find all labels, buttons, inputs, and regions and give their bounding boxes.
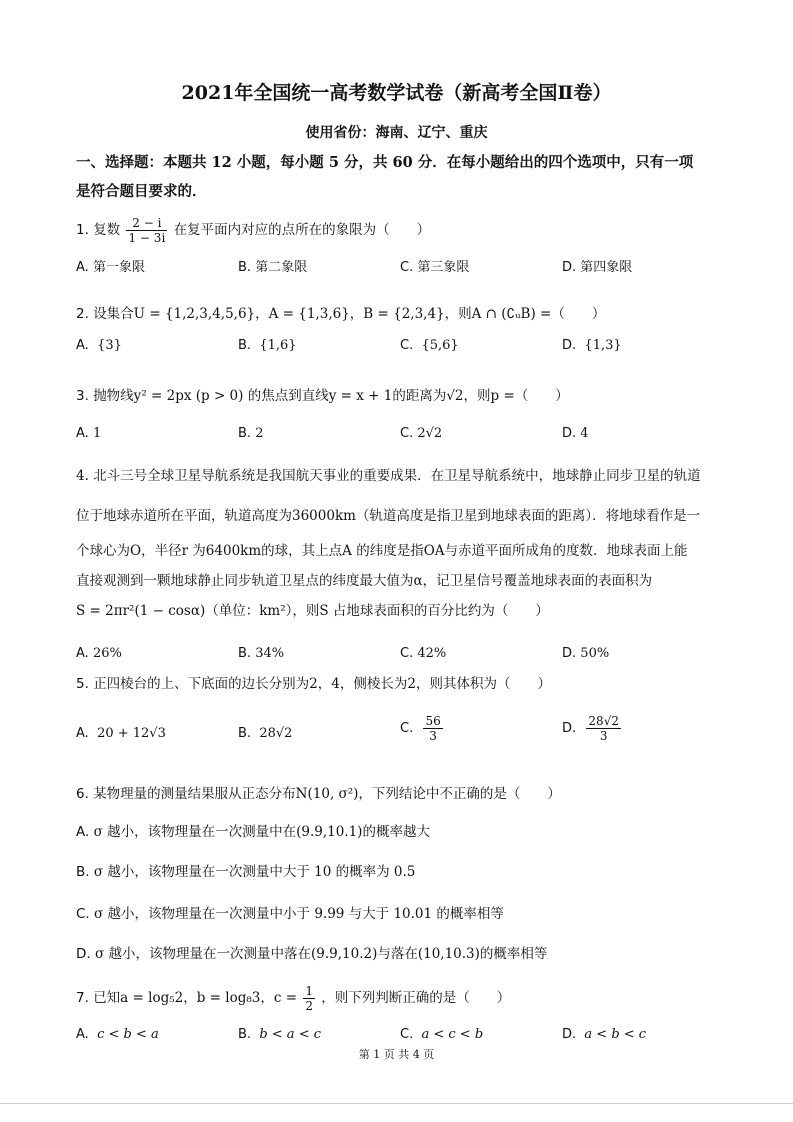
fraction-numerator: 1 [305, 984, 313, 998]
question-3 [76, 384, 569, 404]
option-b[interactable]: B. 28√2 [238, 726, 293, 741]
option-c[interactable]: C. 2√2 [400, 426, 443, 441]
question-4-line2: 位于地球赤道所在平面，轨道高度为36000km（轨道高度是指卫星到地球表面的距离）．将地球看作是一 [76, 508, 701, 524]
option-d[interactable]: D. $\frac{28√2}{3}$ [562, 714, 619, 743]
question-2 [76, 302, 605, 322]
option-c[interactable]: C. {5,6} [400, 338, 459, 353]
option-a[interactable]: A. c < b < a [76, 1027, 159, 1042]
option-a[interactable]: A. 26% [76, 646, 122, 661]
option-c[interactable]: C. a < c < b [400, 1027, 484, 1042]
option-b[interactable]: B. {1,6} [238, 338, 297, 353]
option-a[interactable]: A. 20 + 12√3 [76, 726, 166, 741]
option-d[interactable]: D. 第四象限 [562, 260, 633, 275]
option-d[interactable]: D. 4 [562, 426, 589, 441]
option-d[interactable]: D. {1,3} [562, 338, 622, 353]
option-fraction: $\frac{56}{3}$ [425, 714, 441, 743]
question-5-text: 正四棱台的上、下底面的边长分别为2，4，侧棱长为2，则其体积为（ ） [93, 676, 551, 692]
option-c[interactable]: C. 42% [400, 646, 447, 661]
fraction-numerator: 2 − i [126, 216, 167, 231]
question-4-line1: 北斗三号全球卫星导航系统是我国航天事业的重要成果．在卫星导航系统中，地球静止同步卫星的轨道 [93, 468, 701, 484]
option-b[interactable]: B. 第二象限 [238, 260, 308, 275]
question-4-line5: S = 2πr²(1 − cosα)（单位：km²），则S 占地球表面积的百分比约为（ ） [76, 603, 549, 619]
section-heading-line2: 是符合题目要求的． [76, 183, 207, 200]
question-1-pre: 复数 [93, 222, 121, 238]
option-c[interactable]: C. σ 越小，该物理量在一次测量中小于 9.99 与大于 10.01 的概率相等 [76, 906, 504, 922]
question-number: 7. [76, 990, 89, 1006]
option-d[interactable]: D. a < b < c [562, 1027, 647, 1042]
option-b[interactable]: B. σ 越小，该物理量在一次测量中大于 10 的概率为 0.5 [76, 864, 416, 880]
question-5-options [76, 714, 756, 758]
question-4-line3: 个球心为O，半径r 为6400km的球，其上点A 的纬度是指OA与赤道平面所成角的度数．地球表面上能 [76, 543, 688, 559]
exam-subtitle: 使用省份：海南、辽宁、重庆 [305, 125, 488, 141]
option-b[interactable]: B. b < a < c [238, 1027, 321, 1042]
section-heading-line1: 一、选择题：本题共 12 小题，每小题 5 分，共 60 分．在每小题给出的四个选项中，只有一项 [76, 154, 694, 171]
exam-title: 2021年全国统一高考数学试卷（新高考全国Ⅱ卷） [181, 82, 612, 104]
question-1 [76, 216, 430, 245]
option-a[interactable]: A. {3} [76, 338, 122, 353]
question-3-text: 抛物线y² = 2px (p > 0) 的焦点到直线y = x + 1的距离为√2，则p =（ ） [93, 388, 569, 404]
question-6-text: 某物理量的测量结果服从正态分布N(10, σ²)，下列结论中不正确的是（ ） [93, 786, 561, 802]
question-6 [76, 782, 561, 802]
question-1-fraction [126, 216, 167, 245]
option-a[interactable]: A. 1 [76, 426, 102, 441]
option-d[interactable]: D. σ 越小，该物理量在一次测量中落在(9.9,10.2)与落在(10,10.3)的概率相等 [76, 946, 548, 962]
option-a[interactable]: A. 第一象限 [76, 260, 145, 275]
question-7 [76, 984, 510, 1013]
question-2-text: 设集合U = {1,2,3,4,5,6}，A = {1,3,6}，B = {2,3,4}，则A ∩ (∁ᵤB) =（ ） [93, 306, 606, 322]
question-7-post: ，则下列判断正确的是（ ） [321, 990, 511, 1006]
question-number: 1. [76, 222, 89, 238]
option-b[interactable]: B. 2 [238, 426, 264, 441]
question-5 [76, 672, 551, 692]
page-bottom-divider [0, 1103, 793, 1104]
option-a[interactable]: A. σ 越小，该物理量在一次测量中在(9.9,10.1)的概率越大 [76, 824, 430, 840]
option-c[interactable]: C. 第三象限 [400, 260, 470, 275]
section-heading [76, 148, 726, 206]
option-b[interactable]: B. 34% [238, 646, 285, 661]
question-number: 3. [76, 388, 89, 404]
question-7-pre: 已知a = log₅2，b = log₈3，c = [93, 990, 298, 1006]
question-number: 6. [76, 786, 89, 802]
page-footer: 第 1 页 共 4 页 [358, 1048, 435, 1061]
question-number: 5. [76, 676, 89, 692]
question-4 [76, 464, 726, 629]
fraction-denominator: 2 [305, 999, 313, 1013]
option-d[interactable]: D. 50% [562, 646, 610, 661]
question-number: 2. [76, 306, 89, 322]
question-number: 4. [76, 468, 89, 484]
question-7-fraction [303, 984, 315, 1013]
option-c[interactable]: C. $\frac{56}{3}$ [400, 714, 441, 743]
option-fraction: $\frac{28√2}{3}$ [588, 714, 619, 743]
fraction-denominator: 1 − 3i [128, 231, 166, 245]
question-4-line4: 直接观测到一颗地球静止同步轨道卫星点的纬度最大值为α，记卫星信号覆盖地球表面的表面积为 [76, 573, 653, 589]
question-1-post: 在复平面内对应的点所在的象限为（ ） [173, 222, 431, 238]
